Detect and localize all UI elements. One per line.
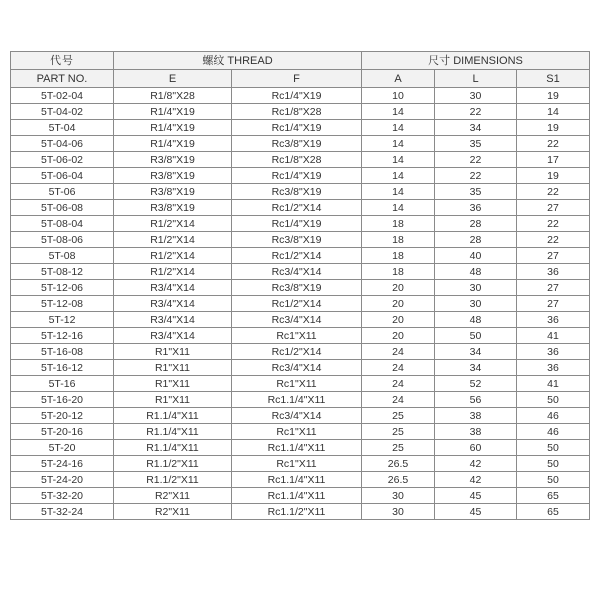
thread-f-cell: Rc3/8"X19 [232,232,362,248]
part-no-cell: 5T-08-06 [11,232,114,248]
part-no-cell: 5T-06-08 [11,200,114,216]
part-no-cell: 5T-16-12 [11,360,114,376]
dim-l-cell: 22 [435,168,517,184]
thread-e-cell: R1"X11 [114,360,232,376]
spec-table [10,51,590,520]
thread-e-cell: R1/8"X28 [114,88,232,104]
table-row [11,152,590,168]
part-no-cell: 5T-04 [11,120,114,136]
thread-f-cell: Rc1/2"X14 [232,248,362,264]
dim-a-cell: 25 [362,424,435,440]
dim-s1-cell: 65 [517,488,590,504]
thread-f-cell: Rc1"X11 [232,456,362,472]
thread-f-cell: Rc1/4"X19 [232,88,362,104]
dim-a-cell: 14 [362,136,435,152]
part-no-cell: 5T-16-20 [11,392,114,408]
dim-l-cell: 22 [435,104,517,120]
spec-table-container [10,51,589,520]
part-no-cell: 5T-04-06 [11,136,114,152]
dim-a-cell: 18 [362,216,435,232]
dim-s1-cell: 41 [517,376,590,392]
dim-s1-cell: 27 [517,200,590,216]
dim-a-cell: 26.5 [362,456,435,472]
part-no-cell: 5T-32-24 [11,504,114,520]
dim-l-cell: 36 [435,200,517,216]
dim-a-cell: 25 [362,408,435,424]
dim-s1-cell: 22 [517,136,590,152]
table-row [11,216,590,232]
table-row [11,488,590,504]
thread-e-cell: R1/2"X14 [114,216,232,232]
part-no-cell: 5T-12 [11,312,114,328]
thread-f-cell: Rc1.1/2"X11 [232,504,362,520]
thread-f-cell: Rc3/4"X14 [232,312,362,328]
thread-e-cell: R1/4"X19 [114,120,232,136]
dim-a-cell: 20 [362,296,435,312]
dim-s1-cell: 22 [517,184,590,200]
part-no-cell: 5T-06-04 [11,168,114,184]
table-row [11,136,590,152]
thread-e-cell: R1"X11 [114,376,232,392]
dim-l-cell: 34 [435,120,517,136]
dim-a-cell: 18 [362,232,435,248]
part-no-cell: 5T-02-04 [11,88,114,104]
thread-f-cell: Rc3/8"X19 [232,184,362,200]
part-no-cn-header: 代号 [11,52,114,70]
table-row [11,376,590,392]
dim-s1-cell: 17 [517,152,590,168]
dim-l-cell: 28 [435,216,517,232]
dim-s1-cell: 19 [517,168,590,184]
dim-a-cell: 18 [362,248,435,264]
dim-l-cell: 50 [435,328,517,344]
thread-f-cell: Rc1"X11 [232,376,362,392]
thread-f-cell: Rc3/4"X14 [232,408,362,424]
dim-l-cell: 34 [435,344,517,360]
dim-l-cell: 40 [435,248,517,264]
part-no-cell: 5T-06 [11,184,114,200]
part-no-cell: 5T-16 [11,376,114,392]
part-no-cell: 5T-20 [11,440,114,456]
dim-a-cell: 18 [362,264,435,280]
table-row [11,424,590,440]
thread-e-cell: R3/4"X14 [114,312,232,328]
thread-e-cell: R2"X11 [114,504,232,520]
dim-l-cell: 42 [435,472,517,488]
part-no-cell: 5T-04-02 [11,104,114,120]
thread-f-cell: Rc1"X11 [232,328,362,344]
dim-l-cell: 48 [435,312,517,328]
thread-f-cell: Rc1/8"X28 [232,152,362,168]
table-row [11,312,590,328]
dim-s1-cell: 41 [517,328,590,344]
dim-a-cell: 14 [362,168,435,184]
thread-e-cell: R1/2"X14 [114,264,232,280]
dim-s1-cell: 19 [517,120,590,136]
thread-e-cell: R1"X11 [114,392,232,408]
dim-a-cell: 10 [362,88,435,104]
dim-a-cell: 24 [362,360,435,376]
part-no-cell: 5T-24-20 [11,472,114,488]
table-row [11,328,590,344]
table-row [11,440,590,456]
thread-e-cell: R1/4"X19 [114,104,232,120]
dim-l-cell: 30 [435,296,517,312]
thread-f-cell: Rc1/4"X19 [232,216,362,232]
part-no-cell: 5T-20-16 [11,424,114,440]
dim-a-cell: 25 [362,440,435,456]
dim-a-cell: 26.5 [362,472,435,488]
col-l-header: L [435,70,517,88]
part-no-cell: 5T-12-16 [11,328,114,344]
dim-a-cell: 30 [362,504,435,520]
dim-l-cell: 45 [435,504,517,520]
table-row [11,392,590,408]
dim-s1-cell: 65 [517,504,590,520]
thread-e-cell: R3/4"X14 [114,296,232,312]
dim-s1-cell: 22 [517,216,590,232]
thread-e-cell: R1.1/4"X11 [114,424,232,440]
dim-s1-cell: 22 [517,232,590,248]
dim-a-cell: 20 [362,312,435,328]
thread-f-cell: Rc1/2"X14 [232,344,362,360]
dim-l-cell: 60 [435,440,517,456]
table-row [11,456,590,472]
thread-e-cell: R1.1/4"X11 [114,440,232,456]
thread-e-cell: R3/4"X14 [114,328,232,344]
dim-s1-cell: 36 [517,312,590,328]
dim-l-cell: 30 [435,280,517,296]
dim-s1-cell: 36 [517,360,590,376]
dim-l-cell: 35 [435,184,517,200]
part-no-cell: 5T-16-08 [11,344,114,360]
thread-f-cell: Rc1/4"X19 [232,120,362,136]
table-row [11,296,590,312]
table-row [11,280,590,296]
table-body [11,88,590,520]
thread-e-cell: R1.1/2"X11 [114,472,232,488]
thread-f-cell: Rc3/8"X19 [232,136,362,152]
thread-e-cell: R1/4"X19 [114,136,232,152]
dim-l-cell: 38 [435,424,517,440]
part-no-cell: 5T-12-08 [11,296,114,312]
thread-f-cell: Rc1/2"X14 [232,296,362,312]
thread-e-cell: R1/2"X14 [114,248,232,264]
thread-f-cell: Rc1.1/4"X11 [232,440,362,456]
dim-l-cell: 45 [435,488,517,504]
thread-e-cell: R1.1/2"X11 [114,456,232,472]
dim-a-cell: 14 [362,104,435,120]
dim-s1-cell: 50 [517,456,590,472]
part-no-cell: 5T-08 [11,248,114,264]
thread-f-cell: Rc1.1/4"X11 [232,392,362,408]
dim-s1-cell: 27 [517,296,590,312]
dim-s1-cell: 50 [517,440,590,456]
header-row-bottom [11,70,590,88]
thread-e-cell: R3/8"X19 [114,200,232,216]
thread-e-cell: R3/8"X19 [114,152,232,168]
part-no-cell: 5T-32-20 [11,488,114,504]
dim-l-cell: 34 [435,360,517,376]
dim-l-cell: 22 [435,152,517,168]
thread-e-cell: R3/8"X19 [114,184,232,200]
dim-s1-cell: 27 [517,248,590,264]
thread-e-cell: R3/8"X19 [114,168,232,184]
dim-s1-cell: 36 [517,264,590,280]
dim-l-cell: 48 [435,264,517,280]
dim-l-cell: 38 [435,408,517,424]
part-no-cell: 5T-08-12 [11,264,114,280]
table-row [11,184,590,200]
thread-e-cell: R1"X11 [114,344,232,360]
table-row [11,88,590,104]
col-a-header: A [362,70,435,88]
dim-a-cell: 24 [362,344,435,360]
table-row [11,264,590,280]
table-row [11,232,590,248]
col-s1-header: S1 [517,70,590,88]
dim-l-cell: 28 [435,232,517,248]
thread-f-cell: Rc1/8"X28 [232,104,362,120]
table-row [11,504,590,520]
part-no-cell: 5T-12-06 [11,280,114,296]
dim-l-cell: 42 [435,456,517,472]
part-no-cell: 5T-20-12 [11,408,114,424]
header-row-top [11,52,590,70]
table-row [11,200,590,216]
part-no-cell: 5T-06-02 [11,152,114,168]
dimensions-group-header: 尺寸 DIMENSIONS [362,52,590,70]
dim-l-cell: 35 [435,136,517,152]
thread-f-cell: Rc3/4"X14 [232,264,362,280]
dim-s1-cell: 14 [517,104,590,120]
dim-a-cell: 30 [362,488,435,504]
dim-s1-cell: 46 [517,424,590,440]
table-header [11,52,590,88]
dim-a-cell: 14 [362,152,435,168]
dim-a-cell: 24 [362,376,435,392]
thread-group-header: 螺纹 THREAD [114,52,362,70]
dim-l-cell: 52 [435,376,517,392]
col-f-header: F [232,70,362,88]
dim-s1-cell: 46 [517,408,590,424]
dim-a-cell: 20 [362,280,435,296]
dim-s1-cell: 19 [517,88,590,104]
dim-a-cell: 14 [362,200,435,216]
thread-f-cell: Rc1.1/4"X11 [232,488,362,504]
thread-e-cell: R2"X11 [114,488,232,504]
dim-s1-cell: 27 [517,280,590,296]
thread-f-cell: Rc1"X11 [232,424,362,440]
col-e-header: E [114,70,232,88]
thread-e-cell: R1/2"X14 [114,232,232,248]
table-row [11,360,590,376]
table-row [11,168,590,184]
dim-a-cell: 14 [362,120,435,136]
dim-a-cell: 20 [362,328,435,344]
dim-s1-cell: 50 [517,472,590,488]
thread-f-cell: Rc3/4"X14 [232,360,362,376]
dim-s1-cell: 36 [517,344,590,360]
table-row [11,120,590,136]
dim-l-cell: 56 [435,392,517,408]
part-no-en-header: PART NO. [11,70,114,88]
part-no-cell: 5T-08-04 [11,216,114,232]
thread-f-cell: Rc3/8"X19 [232,280,362,296]
thread-f-cell: Rc1/2"X14 [232,200,362,216]
table-row [11,472,590,488]
thread-e-cell: R1.1/4"X11 [114,408,232,424]
dim-s1-cell: 50 [517,392,590,408]
table-row [11,248,590,264]
part-no-cell: 5T-24-16 [11,456,114,472]
dim-l-cell: 30 [435,88,517,104]
table-row [11,408,590,424]
dim-a-cell: 14 [362,184,435,200]
thread-f-cell: Rc1/4"X19 [232,168,362,184]
table-row [11,344,590,360]
table-row [11,104,590,120]
thread-f-cell: Rc1.1/4"X11 [232,472,362,488]
thread-e-cell: R3/4"X14 [114,280,232,296]
dim-a-cell: 24 [362,392,435,408]
